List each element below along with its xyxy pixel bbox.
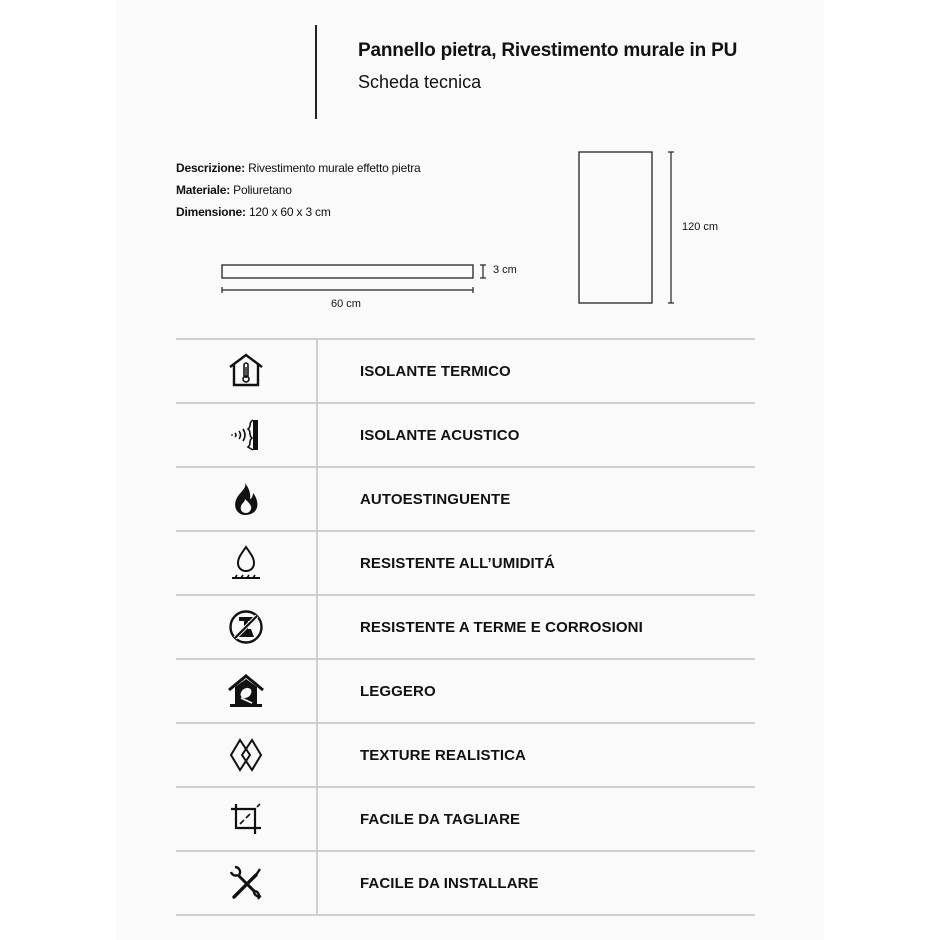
no-corrosion-icon: [226, 607, 266, 647]
water-drop-icon: [226, 543, 266, 583]
acoustic-insulation-icon: [226, 415, 266, 455]
panel-front-diagram: [570, 145, 680, 310]
feature-row: [176, 402, 755, 466]
spec-dimension: [176, 205, 331, 219]
features-table: [176, 338, 755, 916]
feature-label: ISOLANTE ACUSTICO: [360, 427, 520, 444]
panel-side-diagram: [215, 255, 495, 300]
header-accent-bar: [315, 25, 317, 119]
panel-side-rect: [222, 265, 473, 278]
width-label: 60 cm: [331, 298, 361, 310]
feature-row: [176, 594, 755, 658]
spec-description: [176, 161, 421, 175]
lightweight-house-icon: [226, 671, 266, 711]
spec-value: Poliuretano: [230, 183, 292, 197]
feature-row: [176, 530, 755, 594]
spec-value: Rivestimento murale effetto pietra: [244, 161, 421, 175]
spec-material: [176, 183, 292, 197]
spec-key: Materiale:: [176, 183, 231, 197]
page-title: Pannello pietra, Rivestimento murale in PU: [358, 40, 738, 61]
feature-label: RESISTENTE ALL’UMIDITÁ: [360, 555, 555, 572]
feature-row: [176, 338, 755, 402]
spec-key: Dimensione:: [176, 205, 246, 219]
feature-label: FACILE DA TAGLIARE: [360, 811, 521, 828]
feature-row: [176, 466, 755, 530]
feature-row: [176, 850, 755, 916]
feature-row: [176, 722, 755, 786]
tools-icon: [226, 863, 266, 903]
feature-label: RESISTENTE A TERME E CORROSIONI: [360, 619, 643, 636]
crop-icon: [226, 799, 266, 839]
feature-label: TEXTURE REALISTICA: [360, 747, 526, 764]
spec-value: 120 x 60 x 3 cm: [245, 205, 331, 219]
feature-row: [176, 658, 755, 722]
texture-diamonds-icon: [226, 735, 266, 775]
feature-label: ISOLANTE TERMICO: [360, 363, 511, 380]
height-label: 120 cm: [682, 221, 719, 233]
feature-label: LEGGERO: [360, 683, 436, 700]
panel-front-rect: [579, 152, 652, 303]
feature-row: [176, 786, 755, 850]
thermal-insulation-icon: [226, 351, 266, 391]
feature-label: AUTOESTINGUENTE: [360, 491, 511, 508]
spec-key: Descrizione:: [176, 161, 245, 175]
flame-icon: [226, 479, 266, 519]
page-subtitle: Scheda tecnica: [358, 72, 482, 92]
feature-label: FACILE DA INSTALLARE: [360, 875, 539, 892]
thickness-label: 3 cm: [493, 264, 517, 276]
